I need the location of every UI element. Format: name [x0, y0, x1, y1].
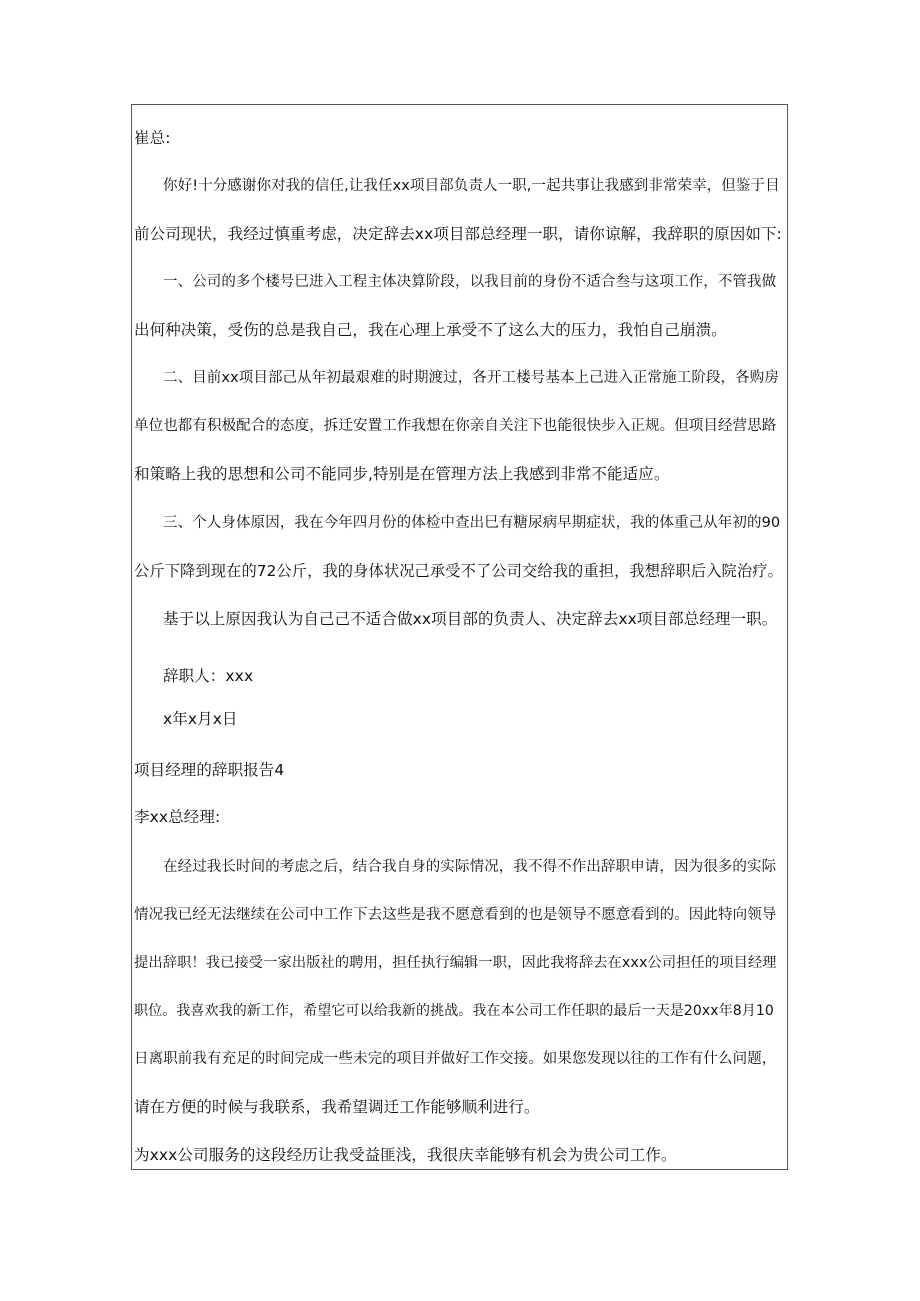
letter1-date: x年x月x日 [163, 710, 238, 728]
letter1-paragraph1-line1: 你好!十分感谢你对我的信任,让我任xx项目部负责人一职,一起共事让我感到非常荣幸，但鉴于目 [163, 178, 780, 194]
letter2-paragraph1-line2: 情况我已经无法继续在公司中工作下去这些是我不愿意看到的也是领导不愿意看到的。因此特向领导 [134, 907, 777, 923]
letter1-paragraph2-line2: 出何种决策，受伤的总是我自己，我在心理上承受不了这么大的压力，我怕自己崩溃。 [134, 321, 727, 339]
letter1-paragraph5-line1: 基于以上原因我认为自己己不适合做xx项目部的负责人、决定辞去xx项目部总经理一职。 [163, 610, 778, 628]
letter1-paragraph3-line2: 单位也都有积极配合的态度，拆迁安置工作我想在你亲自关注下也能很快步入正规。但项目经营思路 [134, 418, 777, 434]
letter2-paragraph1-line5: 日离职前我有充足的时间完成一些未完的项目并做好工作交接。如果您发现以往的工作有什么问题， [134, 1051, 777, 1067]
section-title: 项目经理的辞职报告4 [134, 761, 285, 779]
letter1-paragraph1-line2: 前公司现状，我经过慎重考虑，决定辞去xx项目部总经理一职，请你谅解，我辞职的原因如下: [134, 225, 782, 243]
letter1-paragraph3-line3: 和策略上我的思想和公司不能同步,特别是在管理方法上我感到非常不能适应。 [134, 465, 670, 483]
letter2-paragraph1-line1: 在经过我长时间的考虑之后，结合我自身的实际情况，我不得不作出辞职申请，因为很多的实际 [163, 859, 777, 875]
letter1-paragraph4-line1: 三、个人身体原因，我在今年四月份的体检中查出巳有糖尿病早期症状，我的体重己从年初的90 [163, 515, 781, 531]
letter2-salutation: 李xx总经理: [134, 808, 221, 826]
letter1-signer: 辞职人：xxx [163, 667, 254, 685]
letter2-paragraph1-line3: 提出辞职！我已接受一家出版社的聘用，担任执行编辑一职，因此我将辞去在xxx公司担任的项目经理 [134, 955, 777, 971]
letter2-paragraph2-line1: 为xxx公司服务的这段经历让我受益匪浅，我很庆幸能够有机会为贵公司工作。 [134, 1146, 677, 1164]
letter1-paragraph2-line1: 一、公司的多个楼号巳进入工程主体决算阶段，以我目前的身份不适合叁与这项工作，不管我做 [163, 274, 777, 290]
letter1-paragraph4-line2: 公斤下降到现在的72公斤，我的身体状况己承受不了公司交给我的重担，我想辞职后入院治疗。 [134, 562, 783, 580]
letter1-paragraph3-line1: 二、目前xx项目部己从年初最艰难的时期渡过，各开工楼号基本上己进入正常施工阶段，各购房 [163, 370, 779, 386]
letter2-paragraph1-line6: 请在方便的时候与我联系，我希望调迁工作能够顺利进行。 [134, 1098, 540, 1116]
letter2-paragraph1-line4: 职位。我喜欢我的新工作，希望它可以给我新的挑战。我在本公司工作任职的最后一天是20xx年8月10 [134, 1003, 774, 1019]
letter1-salutation: 崔总: [134, 129, 171, 147]
